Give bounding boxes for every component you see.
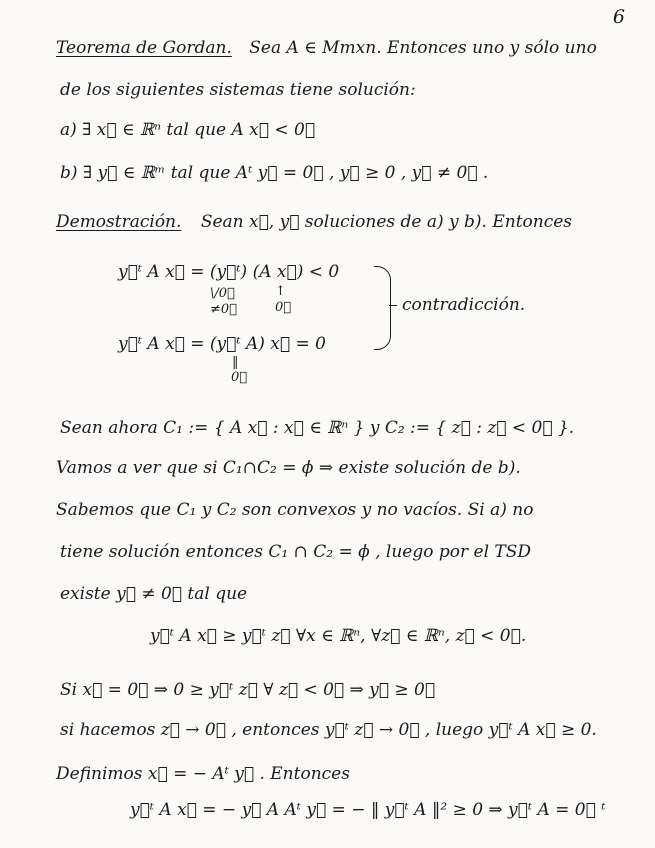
body-line-2: Vamos a ver que si C₁∩C₂ = ϕ ⇒ existe solución de b). <box>56 458 521 478</box>
body-line-3: Sabemos que C₁ y C₂ son convexos y no vacíos. Si a) no <box>56 500 534 520</box>
eq1-under-right: 0⃗ <box>275 300 292 315</box>
proof-intro-line <box>56 212 655 232</box>
theorem-statement-cont: de los siguientes sistemas tiene solución: <box>60 80 416 100</box>
item-a: a) ∃ x⃗ ∈ ℝⁿ tal que A x⃗ < 0⃗ <box>60 120 316 140</box>
body-line-10: y⃗ᵗ A x⃗ = − y⃗ A Aᵗ y⃗ = − ‖ y⃗ᵗ A ‖² ≥ 0 ⇒ y⃗ᵗ A = 0⃗ ᵗ <box>130 800 606 820</box>
body-line-5: existe y⃗ ≠ 0⃗ tal que <box>60 584 248 604</box>
theorem-statement: Sea A ∈ Mmxn. Entonces uno y sólo uno <box>249 38 597 58</box>
eq1-under-left: \/0⃗ <box>210 286 235 301</box>
body-line-9: Definimos x⃗ = − Aᵗ y⃗ . Entonces <box>56 764 350 784</box>
body-line-7: Si x⃗ = 0⃗ ⇒ 0 ≥ y⃗ᵗ z⃗ ∀ z⃗ < 0⃗ ⇒ y⃗ ≥ 0⃗ <box>60 680 436 700</box>
proof-heading: Demostración. <box>56 212 182 232</box>
proof-eq2: y⃗ᵗ A x⃗ = (y⃗ᵗ A) x⃗ = 0 <box>118 334 326 354</box>
theorem-line <box>56 38 655 58</box>
item-b: b) ∃ y⃗ ∈ ℝᵐ tal que Aᵗ y⃗ = 0⃗ , y⃗ ≥ 0 , y⃗ ≠ 0⃗ . <box>60 163 489 183</box>
curly-brace-tip <box>389 305 397 306</box>
eq2-under: 0⃗ <box>231 370 248 385</box>
page-number: 6 <box>612 6 625 28</box>
theorem-title: Teorema de Gordan. <box>56 38 232 58</box>
curly-brace <box>374 266 391 350</box>
contradiction-label: contradicción. <box>402 295 526 315</box>
proof-eq1: y⃗ᵗ A x⃗ = (y⃗ᵗ) (A x⃗) < 0 <box>118 262 340 282</box>
eq1-under-left2: ≠0⃗ <box>210 302 237 317</box>
body-line-4: tiene solución entonces C₁ ∩ C₂ = ϕ , luego por el TSD <box>60 542 532 562</box>
proof-intro: Sean x⃗, y⃗ soluciones de a) y b). Entonces <box>200 212 573 232</box>
eq1-under-right-arrow: ↑ <box>275 284 286 299</box>
body-line-8: si hacemos z⃗ → 0⃗ , entonces y⃗ᵗ z⃗ → 0⃗ , luego y⃗ᵗ A x⃗ ≥ 0. <box>60 720 597 740</box>
body-line-6: y⃗ᵗ A x⃗ ≥ y⃗ᵗ z⃗ ∀x ∈ ℝⁿ, ∀z⃗ ∈ ℝⁿ, z⃗ < 0⃗. <box>150 626 527 646</box>
body-line-1: Sean ahora C₁ := { A x⃗ : x⃗ ∈ ℝⁿ } y C₂ := { z⃗ : z⃗ < 0⃗ }. <box>60 418 575 438</box>
eq2-under-mark: ‖ <box>232 355 239 370</box>
